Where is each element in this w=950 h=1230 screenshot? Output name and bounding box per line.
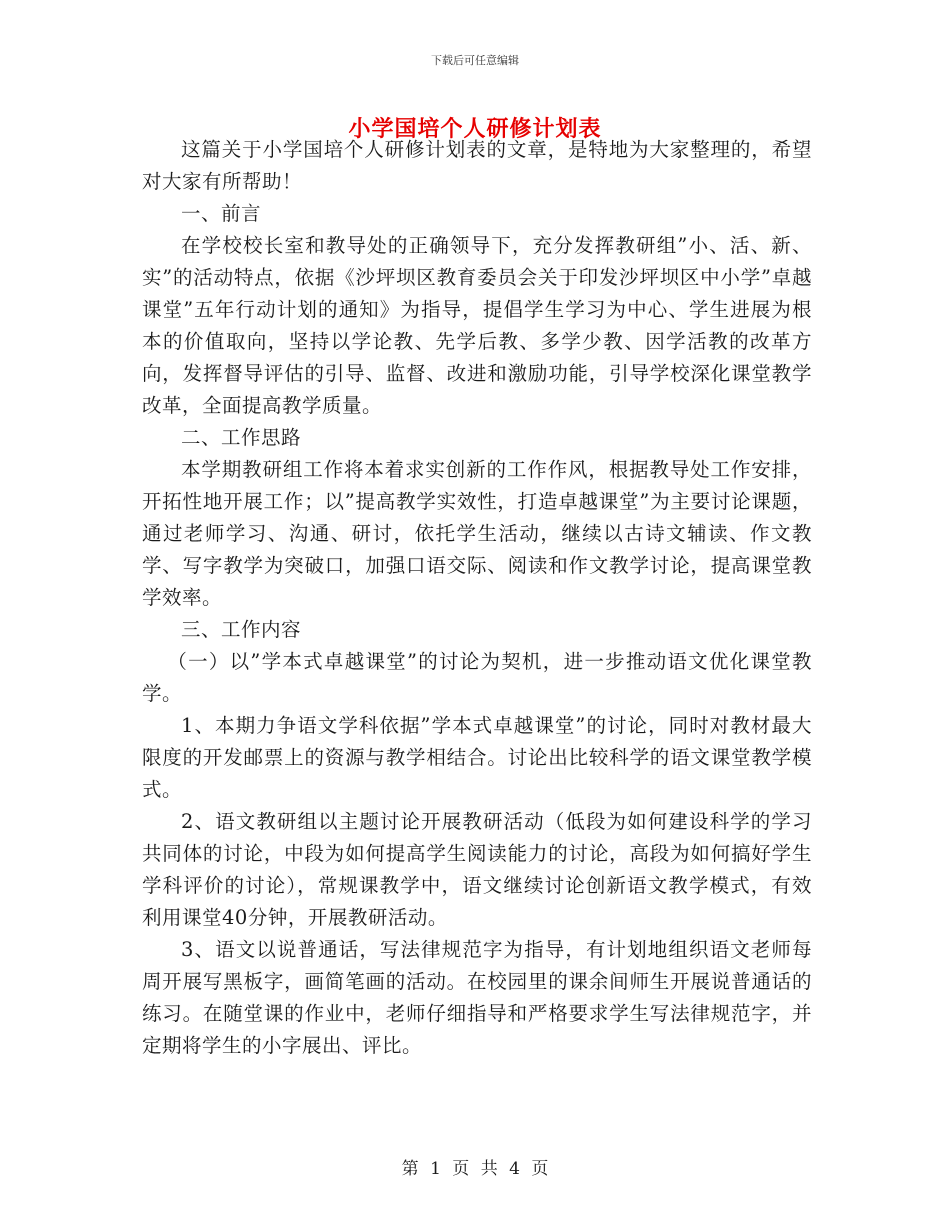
header-note: 下载后可任意编辑	[431, 54, 519, 67]
intro-paragraph: 这篇关于小学国培个人研修计划表的文章，是特地为大家整理的，希望对大家有所帮助！	[142, 138, 812, 193]
document-body	[142, 134, 812, 1062]
document-title: 小学国培个人研修计划表	[348, 116, 602, 142]
content-item-2: 2、语文教研组以主题讨论开展教研活动（低段为如何建设科学的学习共同体的讨论，中段为如何提高学生阅读能力的讨论，高段为如何搞好学生学科评价的讨论），常规课教学中，语文继续讨论创新语文教学模式，有效利用课堂40分钟，开展教研活动。	[142, 810, 812, 929]
content-item-3: 3、语文以说普通话，写法律规范字为指导，有计划地组织语文老师每周开展写黑板字，画简笔画的活动。在校园里的课余间师生开展说普通话的练习。在随堂课的作业中，老师仔细指导和严格要求学生写法律规范字，并定期将学生的小字展出、评比。	[142, 938, 812, 1057]
subsection-heading-1: （一）以”学本式卓越课堂”的讨论为契机，进一步推动语文优化课堂教学。	[142, 650, 812, 705]
approach-paragraph: 本学期教研组工作将本着求实创新的工作作风，根据教导处工作安排，开拓性地开展工作；以”提高教学实效性，打造卓越课堂”为主要讨论课题，通过老师学习、沟通、研讨，依托学生活动，继续以古诗文辅读、作文教学、写字教学为突破口，加强口语交际、阅读和作文教学讨论，提高课堂教学效率。	[142, 458, 812, 609]
page-footer: 第 1 页 共 4 页	[401, 1159, 549, 1179]
section-heading-content: 三、工作内容	[181, 618, 302, 641]
section-heading-approach: 二、工作思路	[181, 426, 302, 449]
content-item-1: 1、本期力争语文学科依据”学本式卓越课堂”的讨论，同时对教材最大限度的开发邮票上的资源与教学相结合。讨论出比较科学的语文课堂教学模式。	[142, 714, 812, 801]
section-heading-preface: 一、前言	[181, 202, 262, 225]
preface-paragraph: 在学校校长室和教导处的正确领导下，充分发挥教研组”小、活、新、实”的活动特点，依据《沙坪坝区教育委员会关于印发沙坪坝区中小学”卓越课堂”五年行动计划的通知》为指导，提倡学生学习为中心、学生进展为根本的价值取向，坚持以学论教、先学后教、多学少教、因学活教的改革方向，发挥督导评估的引导、监督、改进和激励功能，引导学校深化课堂教学改革，全面提高教学质量。	[142, 234, 812, 417]
